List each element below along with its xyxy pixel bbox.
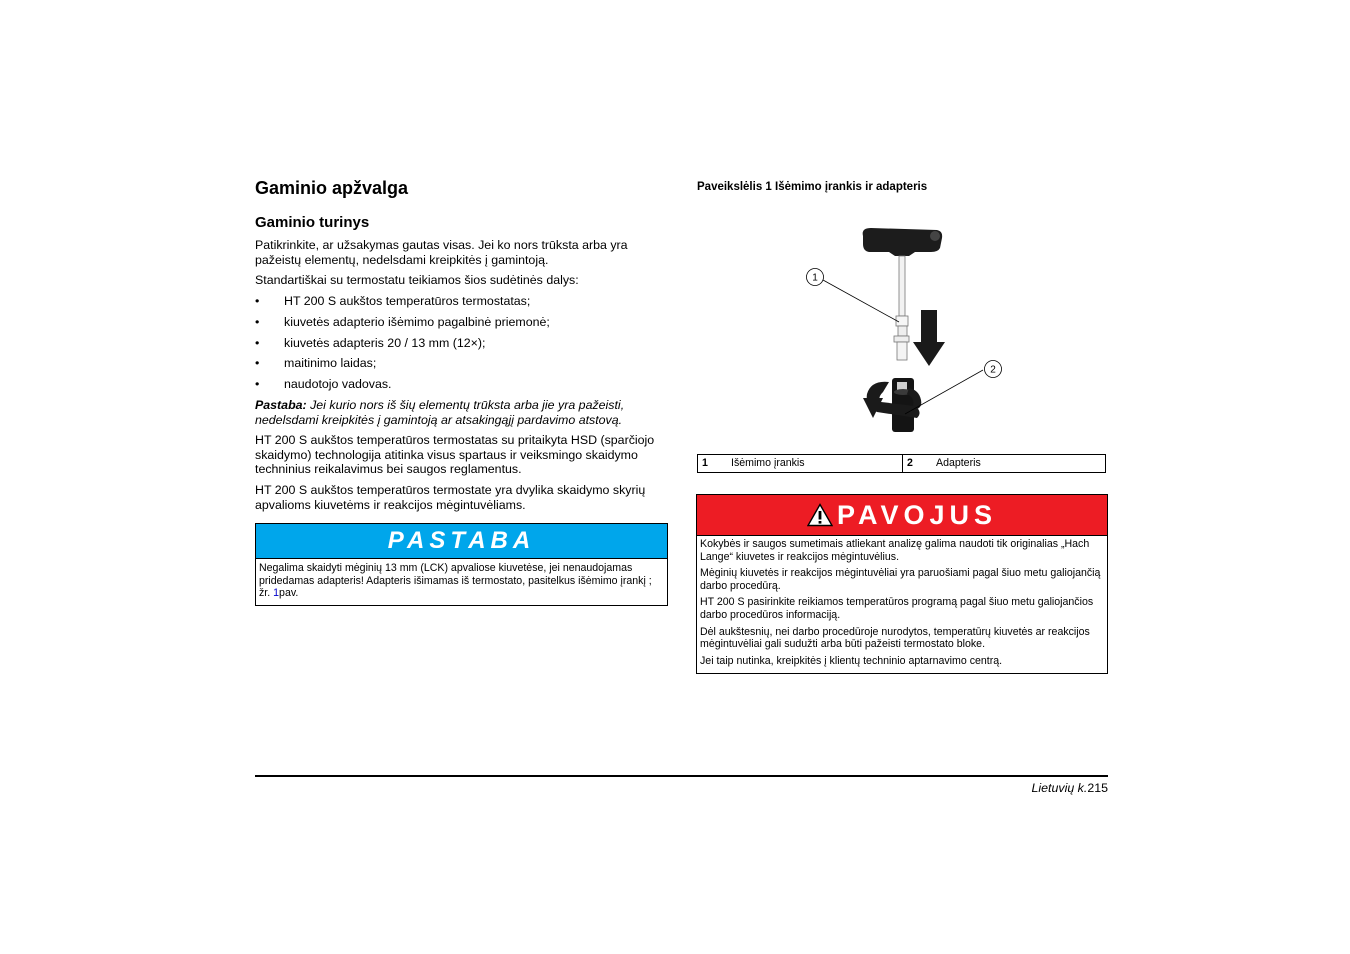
callout-2 [985,361,1002,378]
bullet-icon: • [255,356,260,370]
section-heading: Gaminio apžvalga [255,178,409,198]
bullet-icon: • [255,377,260,391]
svg-text:2: 2 [990,364,996,376]
legend-item: 1 Išėmimo įrankis [698,455,903,472]
notice-text: Negalima skaidyti mėginių 13 mm (LCK) apvaliose kiuvetėse, jei nenaudojamas pridedamas adapteris! Adapteris išimamas iš termostato, pasitelkus išėmimo įrankį ; žr. 1pav. [259,562,652,600]
figure-caption: Paveikslėlis 1 Išėmimo įrankis ir adapteris [697,181,928,193]
figure-link[interactable]: 1 [273,587,280,600]
page-number: 215 [1087,781,1108,795]
danger-header [697,495,1107,536]
removal-tool-illustration [797,222,1012,442]
notice-title: PASTABA [256,524,667,559]
bullet-icon: • [255,294,260,308]
hsd-paragraph: HT 200 S aukštos temperatūros termostatas su pritaikyta HSD (sparčiojo skaidymo) technologija atitinka visus spartaus ir veiksmingo skaidymo techninius reikalavimus bei saugos reglamentus. [255,433,655,477]
warning-triangle-icon [807,503,833,527]
intro-paragraph: Patikrinkite, ar užsakymas gautas visas. Jei ko nors trūksta arba yra pažeistų elementų, nedelsdami kreipkitės į gamintoją. [255,238,628,267]
danger-box [696,494,1108,674]
compartments-paragraph: HT 200 S aukštos temperatūros termostate yra dvylika skaidymo skyrių apvalioms kiuvetėms ir reakcijos mėgintuvėliams. [255,483,646,512]
page-footer [1032,781,1108,795]
note-text: Jei kurio nors iš šių elementų trūksta arba jie yra pažeisti, nedelsdami kreipkitės į gamintoją ar atsakingąjį pardavimo atstovą. [255,398,625,427]
down-arrow-icon [913,310,945,366]
danger-title: PAVOJUS [836,499,998,530]
notice-box [255,523,668,606]
parts-intro-paragraph: Standartiškai su termostatu teikiamos šios sudėtinės dalys: [255,273,579,287]
legend-item: 2 Adapteris [907,457,981,469]
svg-text:1: 1 [812,272,818,284]
footer-rule [255,775,1108,777]
bullet-icon: • [255,336,260,350]
danger-text: Kokybės ir saugos sumetimais atliekant analizę galima naudoti tik originalias „Hach Lange“ kiuvetes ir reakcijos mėgintuvėlius. Mėginių kiuvetės ir reakcijos mėgintuvėliai yra paruošiami pagal šiuo metu galiojančią darbo procedūrą. HT 200 S pasirinkite reikiamos temperatūros programą pagal šiuo metu galiojančios darbo procedūros informaciją. Dėl aukštesnių, nei darbo procedūroje nurodytos, temperatūrų kiuvetės ar reakcijos mėgintuvėliai gali sudužti arba būti pažeisti termostato bloke. Jei taip nutinka, kreipkitės į klientų techninio aptarnavimo centrą. [700,538,1101,667]
inline-note [255,398,670,427]
callout-1 [807,269,824,286]
bullet-icon: • [255,315,260,329]
subsection-heading: Gaminio turinys [255,214,370,231]
note-label: Pastaba: [255,398,307,412]
figure-legend [697,454,1106,473]
footer-language: Lietuvių k. [1031,781,1088,795]
